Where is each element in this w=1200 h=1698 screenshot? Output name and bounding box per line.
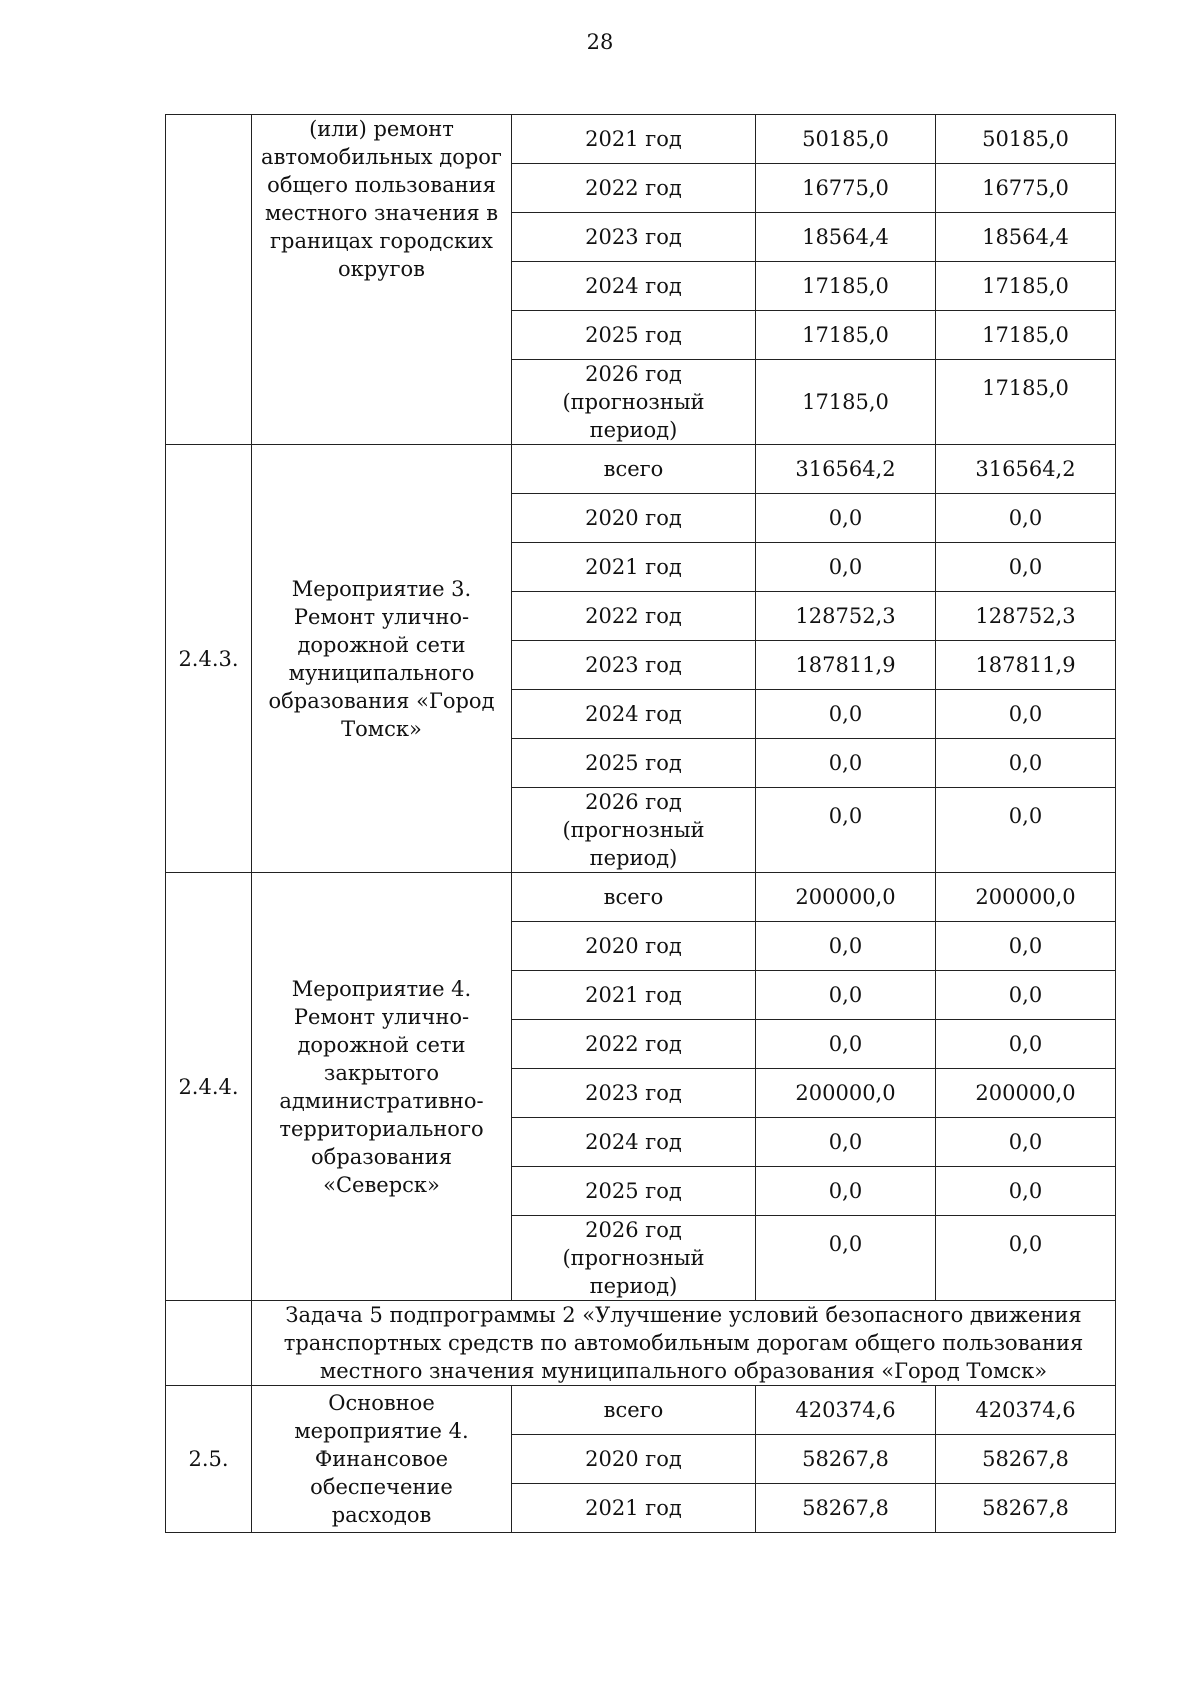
value-cell: 0,0 <box>756 690 936 739</box>
period-cell: 2025 год <box>512 311 756 360</box>
period-cell: 2021 год <box>512 115 756 164</box>
task-number-cell <box>166 1301 252 1386</box>
period-cell: 2023 год <box>512 641 756 690</box>
value-cell: 0,0 <box>756 739 936 788</box>
value-cell: 17185,0 <box>756 360 936 445</box>
event-name: (или) ремонт автомобильных дорог общего пользования местного значения в границах городских округов <box>252 115 512 445</box>
value-cell: 128752,3 <box>936 592 1116 641</box>
table-row <box>166 1386 1116 1435</box>
value-cell: 58267,8 <box>756 1435 936 1484</box>
value-cell: 17185,0 <box>756 262 936 311</box>
value-cell: 316564,2 <box>756 445 936 494</box>
value-cell: 17185,0 <box>756 311 936 360</box>
value-cell: 58267,8 <box>936 1435 1116 1484</box>
value-cell: 316564,2 <box>936 445 1116 494</box>
value-cell: 0,0 <box>756 1118 936 1167</box>
value-cell: 0,0 <box>756 1020 936 1069</box>
value-cell: 420374,6 <box>936 1386 1116 1435</box>
event-name: Основное мероприятие 4. Финансовое обеспечение расходов <box>252 1386 512 1533</box>
value-cell: 200000,0 <box>756 873 936 922</box>
value-cell: 58267,8 <box>936 1484 1116 1533</box>
value-cell: 0,0 <box>756 788 936 873</box>
row-number: 2.4.3. <box>166 445 252 873</box>
value-cell: 200000,0 <box>936 873 1116 922</box>
period-cell: 2025 год <box>512 1167 756 1216</box>
table-row <box>166 873 1116 922</box>
budget-table <box>165 114 1116 1533</box>
value-cell: 18564,4 <box>936 213 1116 262</box>
value-cell: 50185,0 <box>756 115 936 164</box>
value-cell: 0,0 <box>936 739 1116 788</box>
value-cell: 0,0 <box>756 1167 936 1216</box>
row-number: 2.4.4. <box>166 873 252 1301</box>
value-cell: 17185,0 <box>936 311 1116 360</box>
period-cell: 2024 год <box>512 690 756 739</box>
value-cell: 16775,0 <box>756 164 936 213</box>
value-cell: 0,0 <box>936 922 1116 971</box>
value-cell: 0,0 <box>936 971 1116 1020</box>
task-title: Задача 5 подпрограммы 2 «Улучшение условий безопасного движения транспортных средств по автомобильным дорогам общего пользования местного значения муниципального образования «Город Томск» <box>252 1301 1116 1386</box>
period-cell: 2021 год <box>512 971 756 1020</box>
period-cell: 2020 год <box>512 922 756 971</box>
period-cell: 2024 год <box>512 1118 756 1167</box>
value-cell: 128752,3 <box>756 592 936 641</box>
value-cell: 17185,0 <box>936 262 1116 311</box>
period-cell: 2026 год (прогнозный период) <box>512 360 756 445</box>
page-number: 28 <box>586 30 614 54</box>
period-cell: 2020 год <box>512 1435 756 1484</box>
period-cell: 2021 год <box>512 543 756 592</box>
value-cell: 200000,0 <box>936 1069 1116 1118</box>
value-cell: 0,0 <box>756 971 936 1020</box>
value-cell: 187811,9 <box>756 641 936 690</box>
value-cell: 0,0 <box>756 1216 936 1301</box>
value-cell: 0,0 <box>936 690 1116 739</box>
value-cell: 0,0 <box>756 543 936 592</box>
value-cell: 0,0 <box>756 494 936 543</box>
value-cell: 0,0 <box>936 543 1116 592</box>
event-name: Мероприятие 4. Ремонт улично-дорожной сети закрытого административно-территориального образования «Северск» <box>252 873 512 1301</box>
value-cell: 0,0 <box>936 494 1116 543</box>
period-cell: 2022 год <box>512 592 756 641</box>
period-cell: 2026 год (прогнозный период) <box>512 788 756 873</box>
value-cell: 50185,0 <box>936 115 1116 164</box>
value-cell: 0,0 <box>756 922 936 971</box>
value-cell: 187811,9 <box>936 641 1116 690</box>
value-cell: 0,0 <box>936 788 1116 873</box>
table-row <box>166 445 1116 494</box>
period-cell: всего <box>512 873 756 922</box>
period-cell: 2023 год <box>512 213 756 262</box>
row-number: 2.5. <box>166 1386 252 1533</box>
period-cell: 2024 год <box>512 262 756 311</box>
period-cell: 2022 год <box>512 1020 756 1069</box>
value-cell: 18564,4 <box>756 213 936 262</box>
period-cell: всего <box>512 1386 756 1435</box>
event-name: Мероприятие 3. Ремонт улично-дорожной сети муниципального образования «Город Томск» <box>252 445 512 873</box>
period-cell: всего <box>512 445 756 494</box>
value-cell: 0,0 <box>936 1020 1116 1069</box>
value-cell: 58267,8 <box>756 1484 936 1533</box>
period-cell: 2023 год <box>512 1069 756 1118</box>
row-number <box>166 115 252 445</box>
period-cell: 2026 год (прогнозный период) <box>512 1216 756 1301</box>
value-cell: 200000,0 <box>756 1069 936 1118</box>
table-row <box>166 115 1116 164</box>
period-cell: 2021 год <box>512 1484 756 1533</box>
task-row <box>166 1301 1116 1386</box>
value-cell: 420374,6 <box>756 1386 936 1435</box>
value-cell: 17185,0 <box>936 360 1116 445</box>
period-cell: 2022 год <box>512 164 756 213</box>
period-cell: 2020 год <box>512 494 756 543</box>
period-cell: 2025 год <box>512 739 756 788</box>
value-cell: 0,0 <box>936 1216 1116 1301</box>
value-cell: 0,0 <box>936 1167 1116 1216</box>
value-cell: 16775,0 <box>936 164 1116 213</box>
value-cell: 0,0 <box>936 1118 1116 1167</box>
